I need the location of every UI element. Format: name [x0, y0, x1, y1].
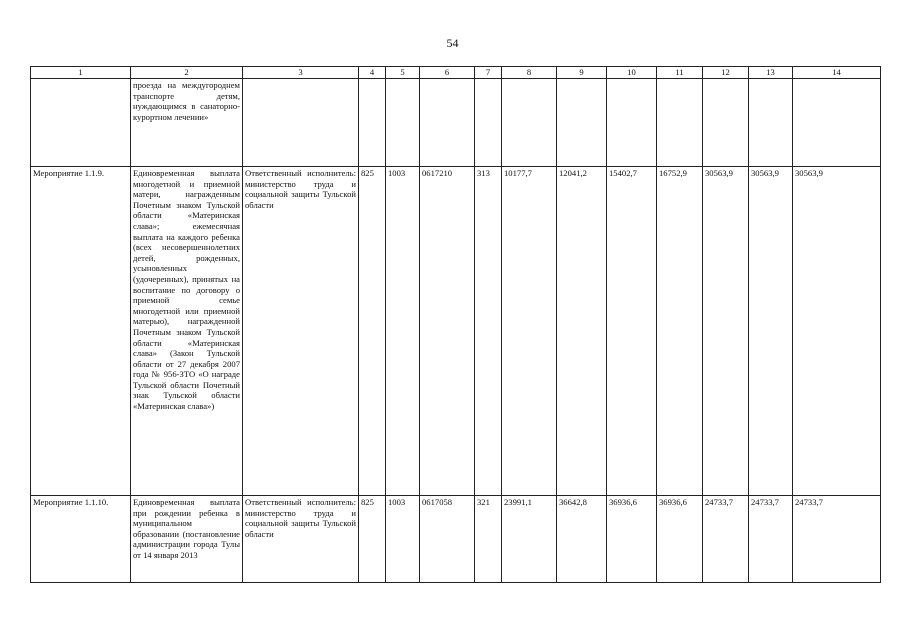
value-cell: 30563,9 [793, 167, 881, 496]
value-cell: 0617058 [420, 496, 475, 583]
value-cell [607, 79, 657, 167]
value-cell: 24733,7 [703, 496, 749, 583]
value-cell [386, 79, 420, 167]
value-cell: 313 [475, 167, 502, 496]
value-cell [793, 79, 881, 167]
executor: Ответственный исполнитель: министерство труда и социальной защиты Тульской области [243, 496, 359, 583]
value-cell: 24733,7 [793, 496, 881, 583]
measure-description: Единовременная выплата многодетной и приемной матери, награжденным Почетным знаком Тульской области «Материнская слава»; ежемесячная выплата на каждого ребенка (всех несовершеннолетних детей, рожденных, усыновленных (удочеренных), принятых на воспитание по договору о приемной семье многодетной или приемной матерью), награжденной Почетным знаком Тульской области «Материнская слава» (Закон Тульской области от 27 декабря 2007 года № 956-ЗТО «О награде Тульской области Почетный знак Тульской области «Материнская слава») [131, 167, 243, 496]
header-row [31, 67, 881, 79]
measure-code: Мероприятие 1.1.10. [31, 496, 131, 583]
value-cell: 24733,7 [749, 496, 793, 583]
header-cell: 1 [31, 67, 131, 79]
header-cell: 3 [243, 67, 359, 79]
measure-description: проезда на междугороднем транспорте детям, нуждающимся в санаторно-курортном лечении» [131, 79, 243, 167]
executor [243, 79, 359, 167]
value-cell: 36642,8 [557, 496, 607, 583]
measure-code: Мероприятие 1.1.9. [31, 167, 131, 496]
value-cell [502, 79, 557, 167]
value-cell: 825 [359, 496, 386, 583]
value-cell [657, 79, 703, 167]
budget-table [30, 66, 881, 583]
value-cell [359, 79, 386, 167]
value-cell: 321 [475, 496, 502, 583]
value-cell: 30563,9 [749, 167, 793, 496]
value-cell: 16752,9 [657, 167, 703, 496]
header-cell: 5 [386, 67, 420, 79]
header-cell: 13 [749, 67, 793, 79]
value-cell [475, 79, 502, 167]
value-cell: 0617210 [420, 167, 475, 496]
header-cell: 4 [359, 67, 386, 79]
header-cell: 10 [607, 67, 657, 79]
table-row [31, 167, 881, 496]
value-cell: 10177,7 [502, 167, 557, 496]
value-cell [420, 79, 475, 167]
header-cell: 7 [475, 67, 502, 79]
header-cell: 11 [657, 67, 703, 79]
header-cell: 9 [557, 67, 607, 79]
page-number: 54 [446, 36, 459, 50]
value-cell [557, 79, 607, 167]
header-cell: 12 [703, 67, 749, 79]
header-cell: 8 [502, 67, 557, 79]
value-cell: 1003 [386, 167, 420, 496]
table-row [31, 79, 881, 167]
value-cell: 12041,2 [557, 167, 607, 496]
measure-description: Единовременная выплата при рождении ребенка в муниципальном образовании (постановление администрации города Тулы от 14 января 2013 [131, 496, 243, 583]
header-cell: 2 [131, 67, 243, 79]
value-cell: 15402,7 [607, 167, 657, 496]
measure-code [31, 79, 131, 167]
value-cell: 30563,9 [703, 167, 749, 496]
table-row [31, 496, 881, 583]
value-cell [749, 79, 793, 167]
value-cell: 36936,6 [657, 496, 703, 583]
value-cell: 23991,1 [502, 496, 557, 583]
header-cell: 6 [420, 67, 475, 79]
value-cell: 1003 [386, 496, 420, 583]
value-cell: 36936,6 [607, 496, 657, 583]
value-cell: 825 [359, 167, 386, 496]
executor: Ответственный исполнитель: министерство труда и социальной защиты Тульской области [243, 167, 359, 496]
header-cell: 14 [793, 67, 881, 79]
value-cell [703, 79, 749, 167]
